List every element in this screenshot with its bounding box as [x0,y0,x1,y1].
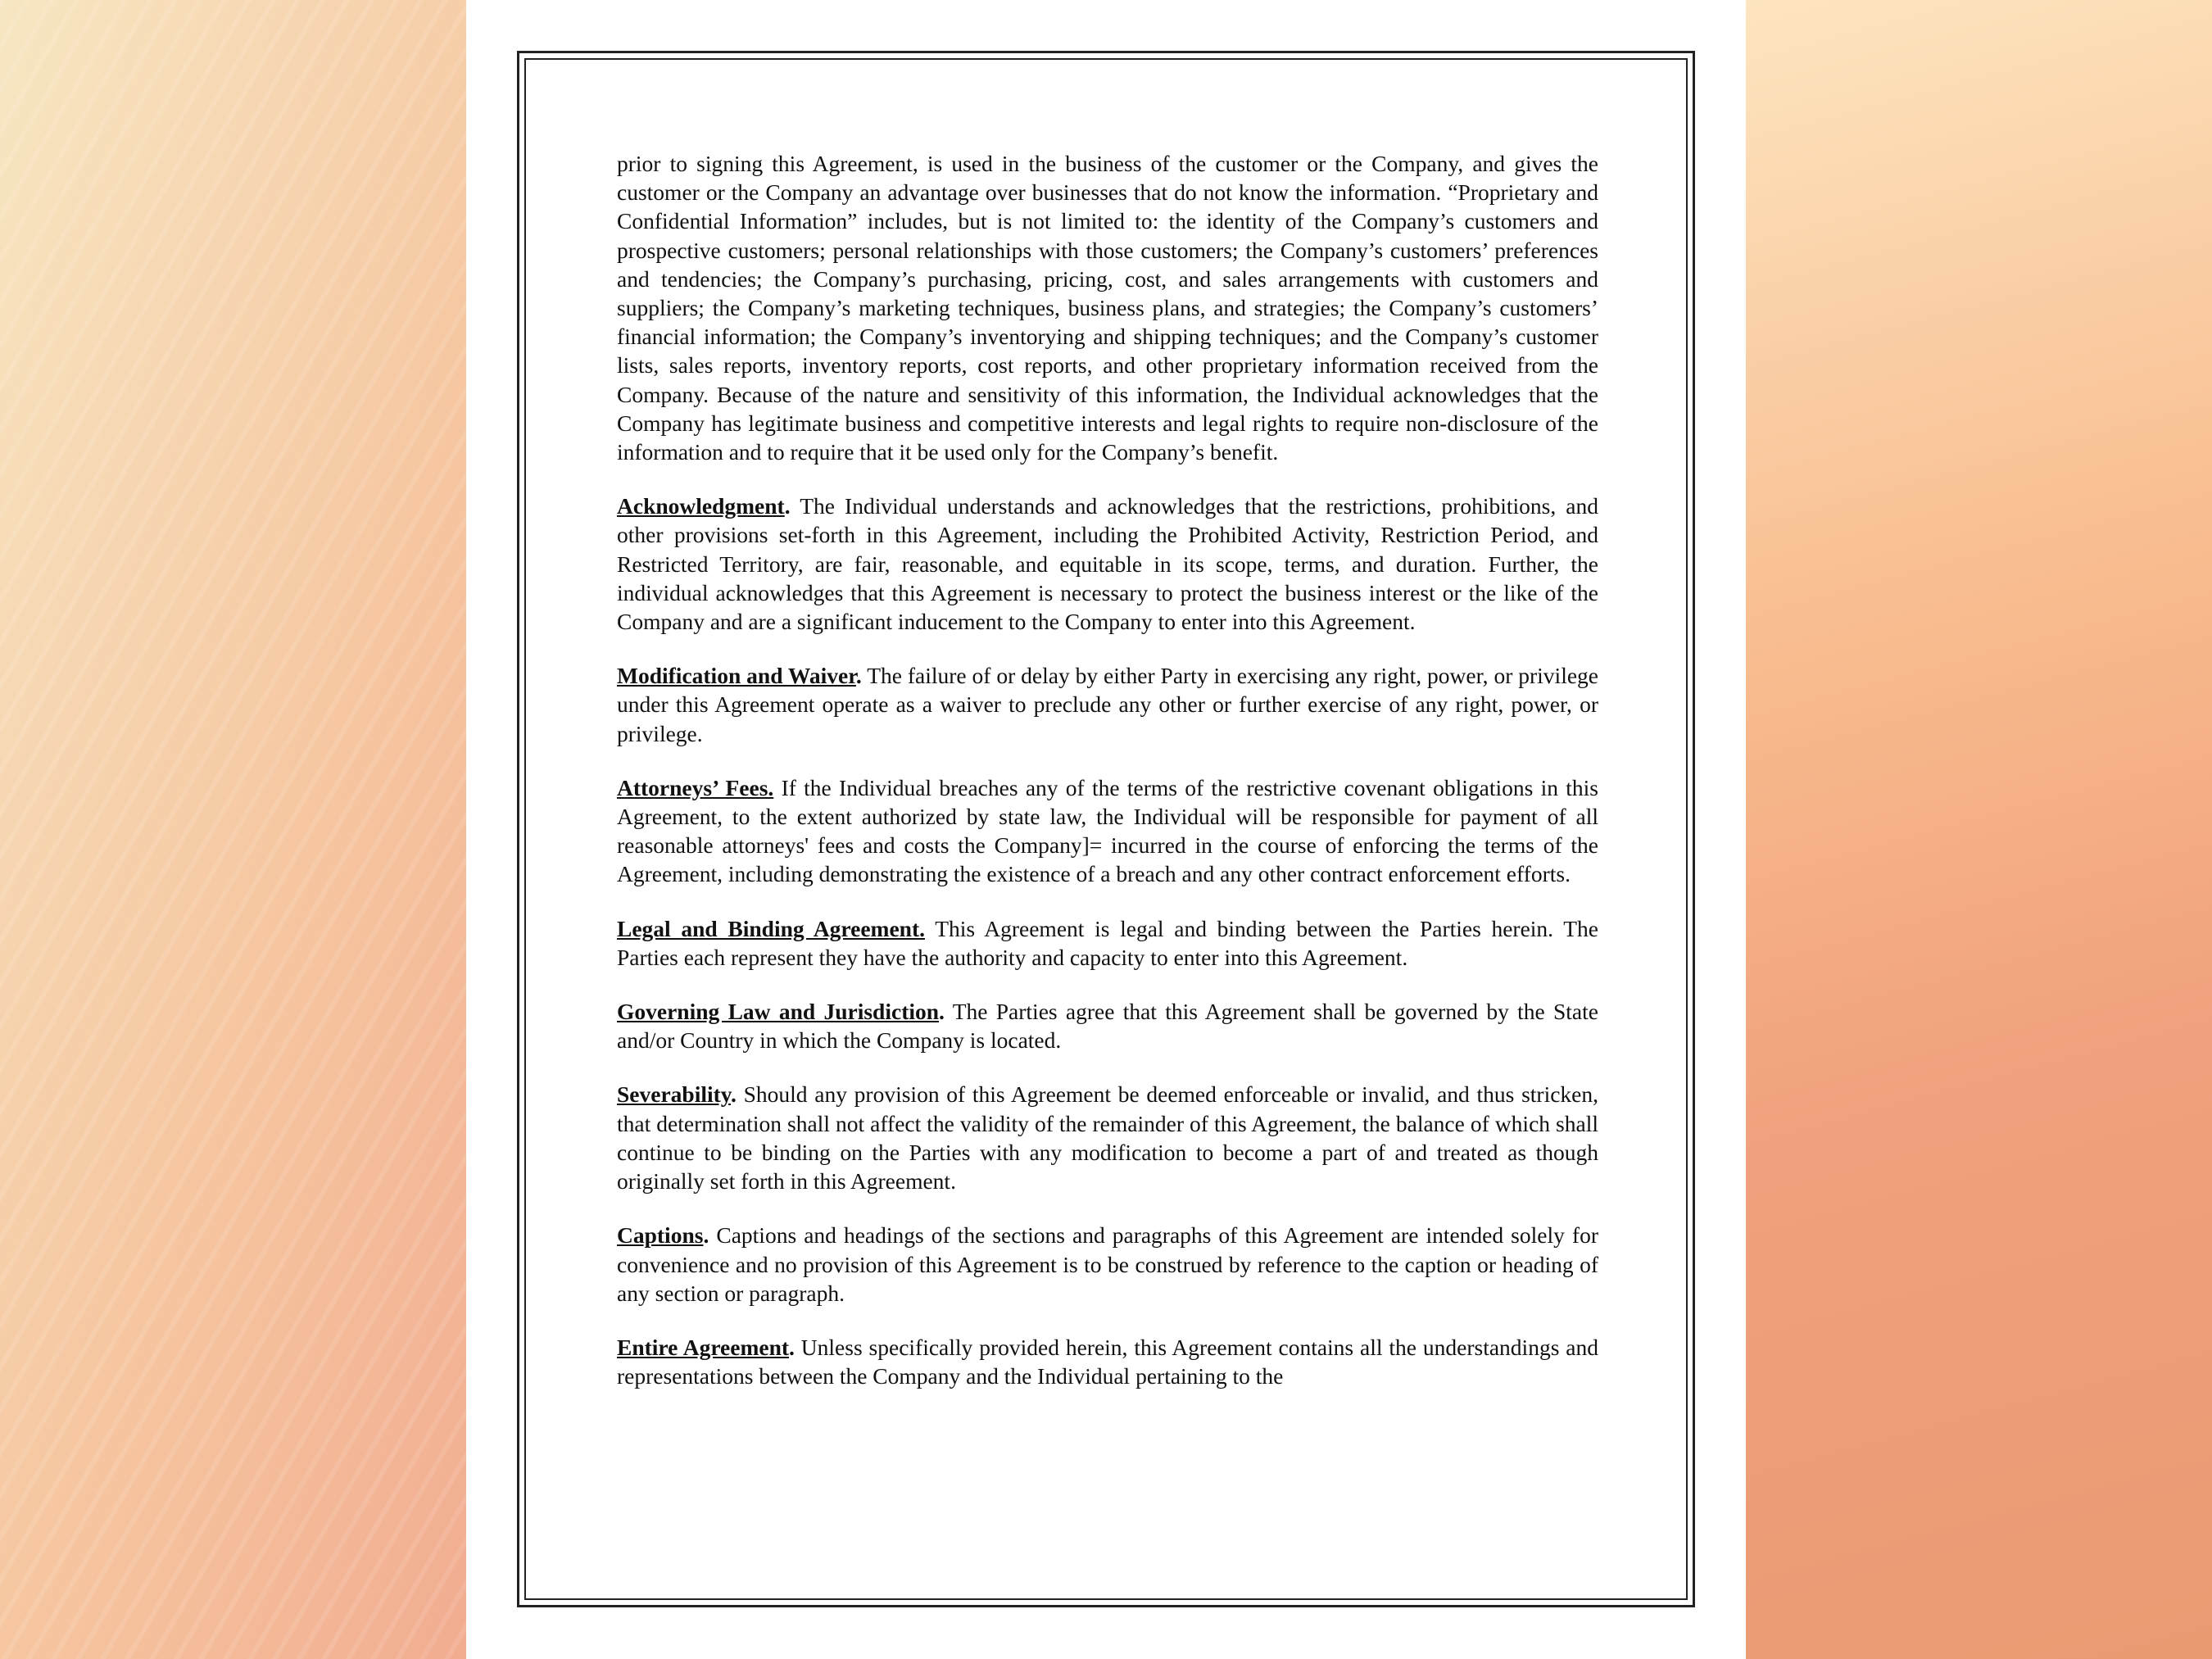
background-right [1746,0,2212,1659]
document-body [617,149,1598,1416]
section-heading-punct: . [789,1334,795,1360]
section-modification-waiver [617,661,1598,748]
section-heading: Severability [617,1081,732,1108]
section-body: This Agreement is legal and binding between the Parties herein. The Parties each represent they have the authority and capacity to enter into this Agreement. [617,915,1599,970]
section-entire-agreement [617,1333,1598,1390]
section-governing-law [617,997,1598,1054]
section-heading: Captions [617,1222,704,1249]
section-heading-punct: . [784,493,791,519]
section-legal-binding [617,914,1598,972]
section-heading: Attorneys’ Fees. [617,774,774,800]
section-heading-punct: . [703,1222,709,1249]
section-body: Captions and headings of the sections and paragraphs of this Agreement are intended solely for convenience and no provision of this Agreement is to be construed by reference to the caption or heading of any section or paragraph. [617,1222,1598,1306]
section-acknowledgment [617,492,1598,636]
section-body: The Parties agree that this Agreement shall be governed by the State and/or Country in which the Company is located. [617,999,1598,1054]
section-body: If the Individual breaches any of the terms of the restrictive covenant obligations in this Agreement, to the extent authorized by state law, the Individual will be responsible for payment of all reasonable attorneys' fees and costs the Company]= incurred in the course of enforcing the terms of the Agreement, including demonstrating the existence of a breach and any other contract enforcement efforts. [617,774,1598,887]
section-captions [617,1221,1598,1308]
section-severability [617,1080,1598,1195]
section-body: Should any provision of this Agreement be deemed enforceable or invalid, and thus stricken, that determination shall not affect the validity of the remainder of this Agreement, the balance of which shall continue to be binding on the Parties with any modification to become a part of and treated as though originally set forth in this Agreement. [617,1081,1598,1194]
section-heading: Modification and Waiver [617,663,856,689]
document-page [466,0,1746,1659]
section-heading: Acknowledgment [617,493,785,519]
section-heading: Governing Law and Jurisdiction [617,999,940,1025]
section-attorneys-fees [617,773,1598,889]
section-heading: Legal and Binding Agreement. [617,915,925,941]
section-heading: Entire Agreement [617,1334,790,1360]
intro-paragraph: prior to signing this Agreement, is used in the business of the customer or the Company, and gives the customer or the Company an advantage over businesses that do not know the information. “Proprietary and Confidential Information” includes, but is not limited to: the identity of the Company’s customers and prospective customers; personal relationships with those customers; the Company’s customers’ preferences and tendencies; the Company’s purchasing, pricing, cost, and sales arrangements with customers and suppliers; the Company’s marketing techniques, business plans, and strategies; the Company’s customers’ financial information; the Company’s inventorying and shipping techniques; and the Company’s customer lists, sales reports, inventory reports, cost reports, and other proprietary information received from the Company. Because of the nature and sensitivity of this information, the Individual acknowledges that the Company has legitimate business and competitive interests and legal rights to require non-disclosure of the information and to require that it be used only for the Company’s benefit. [617,151,1598,465]
section-body: The Individual understands and acknowledges that the restrictions, prohibitions, and other provisions set-forth in this Agreement, including the Prohibited Activity, Restriction Period, and Restricted Territory, are fair, reasonable, and equitable in its scope, terms, and duration. Further, the individual acknowledges that this Agreement is necessary to protect the business interest or the like of the Company and are a significant inducement to the Company to enter into this Agreement. [617,493,1598,635]
section-body: Unless specifically provided herein, this Agreement contains all the understandings and representations between the Company and the Individual pertaining to the [617,1334,1598,1389]
section-body: The failure of or delay by either Party in exercising any right, power, or privilege under this Agreement operate as a waiver to preclude any other or further exercise of any right, power, or privilege. [617,663,1598,746]
section-heading-punct: . [731,1081,737,1108]
section-heading-punct: . [855,663,862,689]
background-streaks [0,0,466,1659]
section-heading-punct: . [939,999,945,1025]
